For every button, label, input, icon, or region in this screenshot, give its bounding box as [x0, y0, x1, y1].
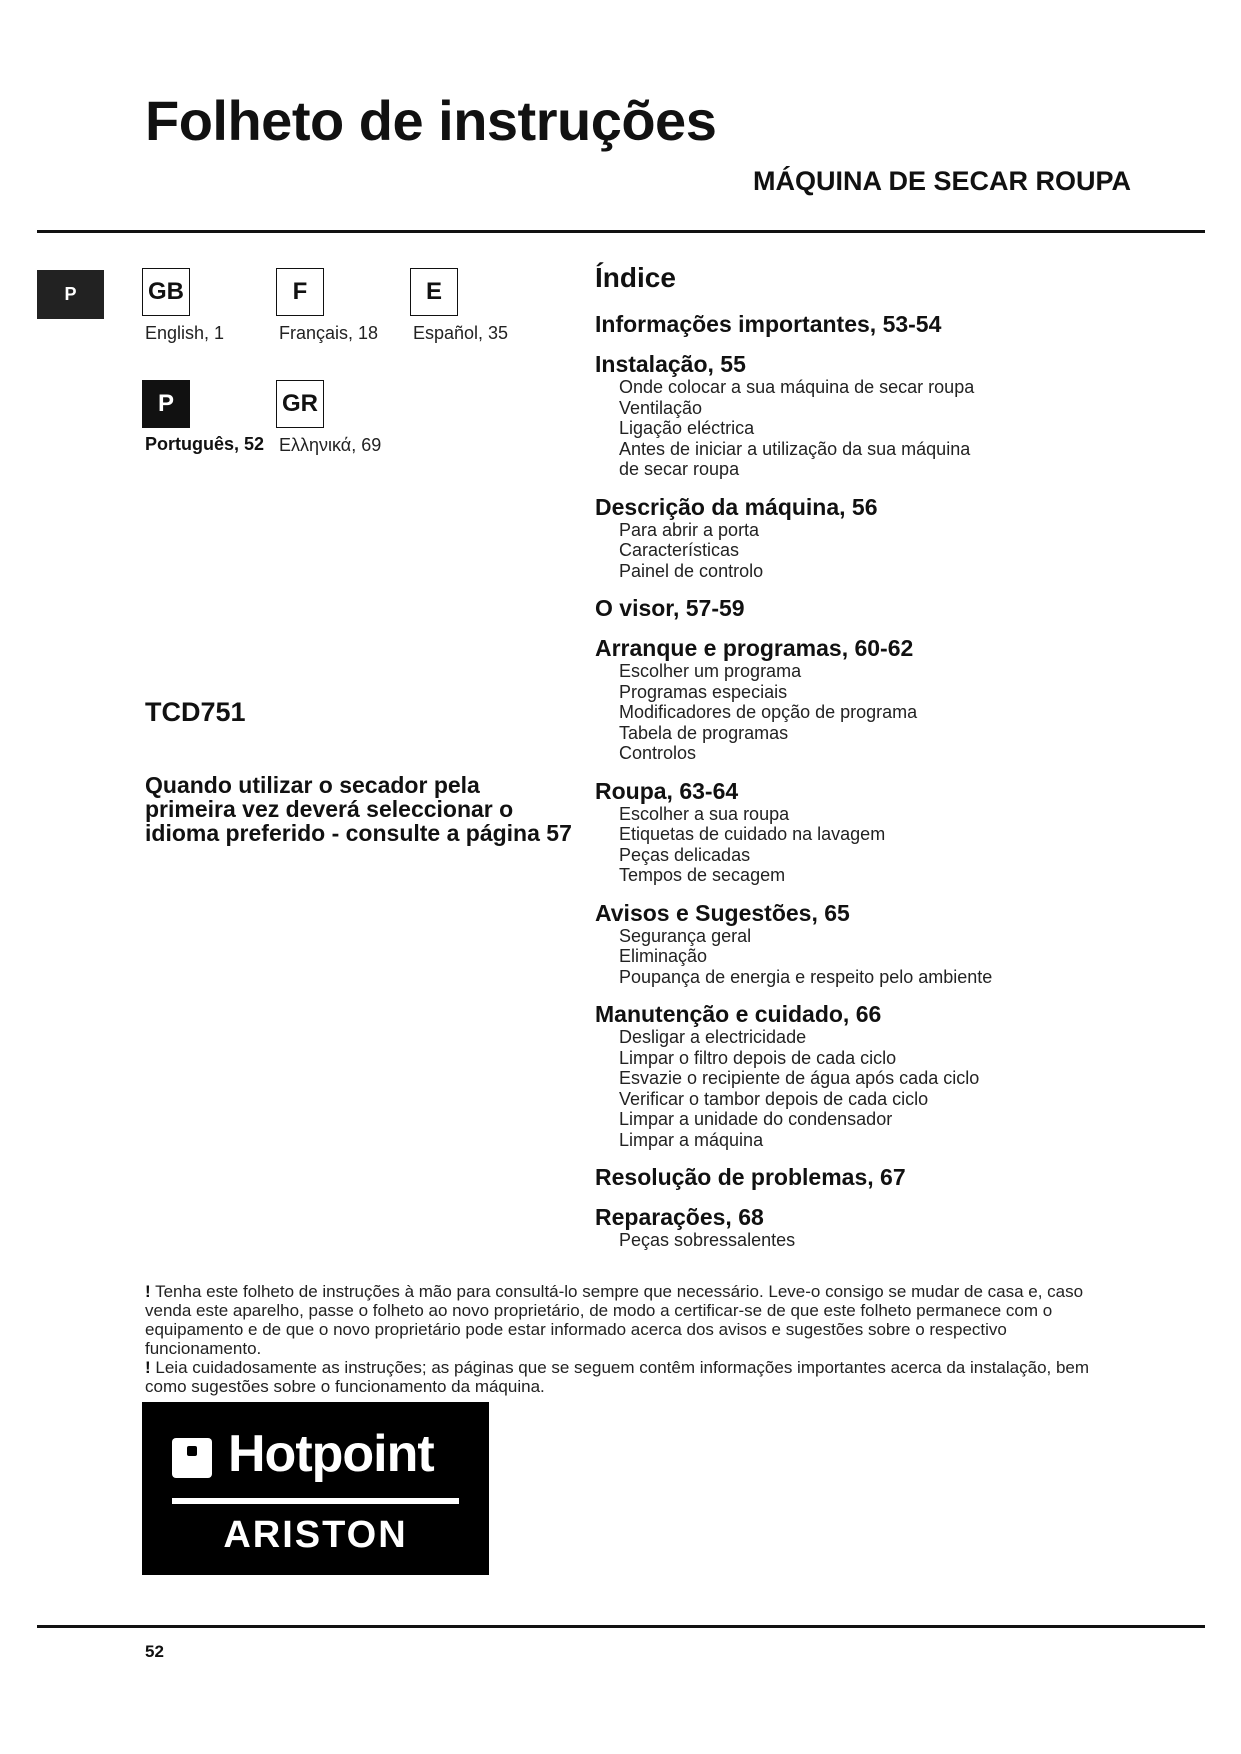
toc-subitem: Antes de iniciar a utilização da sua máquina [619, 438, 971, 459]
toc-subitem: Peças delicadas [619, 844, 751, 865]
toc-list [595, 311, 1155, 1251]
footnote-1 [145, 1282, 1095, 1358]
lang-box-f: F [276, 268, 324, 316]
toc-section [595, 1001, 1155, 1150]
toc-heading: O visor, 57-59 [595, 595, 745, 621]
toc-section [595, 351, 1155, 480]
toc-subitem: Ventilação [619, 397, 703, 418]
toc-subitem: Etiquetas de cuidado na lavagem [619, 824, 886, 844]
toc-subitem: Limpar o filtro depois de cada ciclo [619, 1047, 897, 1068]
lang-label-gr: Ελληνικά, 69 [279, 435, 382, 455]
toc-subitem: Painel de controlo [619, 560, 764, 581]
toc-subitem: Eliminação [619, 946, 708, 966]
logo-divider [172, 1498, 459, 1504]
toc-section [595, 311, 1155, 337]
toc-subitem: Segurança geral [619, 925, 752, 946]
lang-box-p: P [142, 380, 190, 428]
toc-subitem: Onde colocar a sua máquina de secar roupa [619, 377, 975, 397]
toc-subitem: de secar roupa [619, 459, 740, 479]
toc-section [595, 778, 1155, 886]
logo-brand: Hotpoint [228, 1425, 434, 1483]
toc-subitem: Tempos de secagem [619, 865, 786, 885]
toc-subitem: Esvazie o recipiente de água após cada ciclo [619, 1068, 980, 1088]
logo-square-icon [172, 1438, 212, 1478]
toc-heading: Avisos e Sugestões, 65 [595, 899, 850, 926]
toc-heading: Reparações, 68 [595, 1204, 764, 1230]
toc-heading: Instalação, 55 [595, 351, 746, 377]
lang-label-e: Español, 35 [413, 323, 509, 343]
hotpoint-ariston-logo [142, 1402, 489, 1575]
toc-subitem: Para abrir a porta [619, 519, 760, 540]
document-subtitle: MÁQUINA DE SECAR ROUPA [752, 166, 1131, 196]
lang-box-gb: GB [142, 268, 190, 316]
toc-section [595, 595, 1155, 621]
footnotes [145, 1282, 1095, 1396]
lang-label-p: Português, 52 [145, 434, 265, 454]
toc-subitem: Características [619, 540, 740, 560]
lang-box-gr: GR [276, 380, 324, 428]
bottom-divider [37, 1625, 1205, 1628]
toc-subitem: Modificadores de opção de programa [619, 702, 918, 722]
footnote-2-text: Leia cuidadosamente as instruções; as páginas que se seguem contêm informações importantes acerca da instalação, bem como sugestões sobre o funcionamento da máquina. [145, 1358, 1090, 1396]
top-divider [37, 230, 1205, 233]
toc-heading: Resolução de problemas, 67 [595, 1164, 906, 1190]
toc-section [595, 1164, 1155, 1190]
toc-subitem: Verificar o tambor depois de cada ciclo [619, 1088, 929, 1109]
page-number: 52 [145, 1642, 164, 1661]
toc-subitem: Controlos [619, 743, 697, 763]
toc-section [595, 1204, 1155, 1251]
toc-subitem: Limpar a unidade do condensador [619, 1109, 893, 1129]
table-of-contents [595, 262, 1155, 1265]
toc-heading: Manutenção e cuidado, 66 [595, 1001, 882, 1027]
toc-section [595, 900, 1155, 988]
toc-subitem: Poupança de energia e respeito pelo ambiente [619, 966, 993, 987]
toc-subitem: Escolher um programa [619, 661, 802, 681]
warning-mark-2: ! [145, 1358, 151, 1377]
toc-subitem: Peças sobressalentes [619, 1230, 796, 1250]
lang-box-e: E [410, 268, 458, 316]
lang-label-f: Français, 18 [279, 323, 379, 343]
toc-subitem: Tabela de programas [619, 722, 789, 743]
toc-title: Índice [595, 262, 676, 293]
toc-subitem: Limpar a máquina [619, 1129, 764, 1150]
warning-mark-1: ! [145, 1282, 151, 1301]
toc-subitem: Ligação eléctrica [619, 418, 755, 438]
toc-section [595, 635, 1155, 764]
toc-section [595, 494, 1155, 582]
first-use-note: Quando utilizar o secador pela primeira vez deverá seleccionar o idioma preferido - consulte a página 57 [145, 772, 572, 846]
lang-label-gb: English, 1 [145, 323, 225, 343]
logo-sub: ARISTON [223, 1514, 408, 1556]
model-number: TCD751 [145, 697, 246, 727]
footnote-1-text: Tenha este folheto de instruções à mão para consultá-lo sempre que necessário. Leve-o consigo se mudar de casa e, caso venda este aparelho, passe o folheto ao novo proprietário, de modo a certificar-se de que este folheto permanece com o equipamento e de que o novo proprietário pode estar informado acerca dos avisos e sugestões sobre o respectivo funcionamento. [145, 1282, 1084, 1358]
toc-heading: Arranque e programas, 60-62 [595, 635, 914, 661]
document-title: Folheto de instruções [145, 89, 717, 152]
toc-heading: Informações importantes, 53-54 [595, 311, 942, 337]
toc-heading: Descrição da máquina, 56 [595, 493, 878, 520]
toc-heading: Roupa, 63-64 [595, 777, 739, 804]
footnote-2 [145, 1358, 1095, 1396]
toc-subitem: Programas especiais [619, 681, 788, 702]
toc-subitem: Desligar a electricidade [619, 1027, 807, 1047]
toc-subitem: Escolher a sua roupa [619, 803, 790, 824]
language-side-tab: P [37, 270, 104, 319]
